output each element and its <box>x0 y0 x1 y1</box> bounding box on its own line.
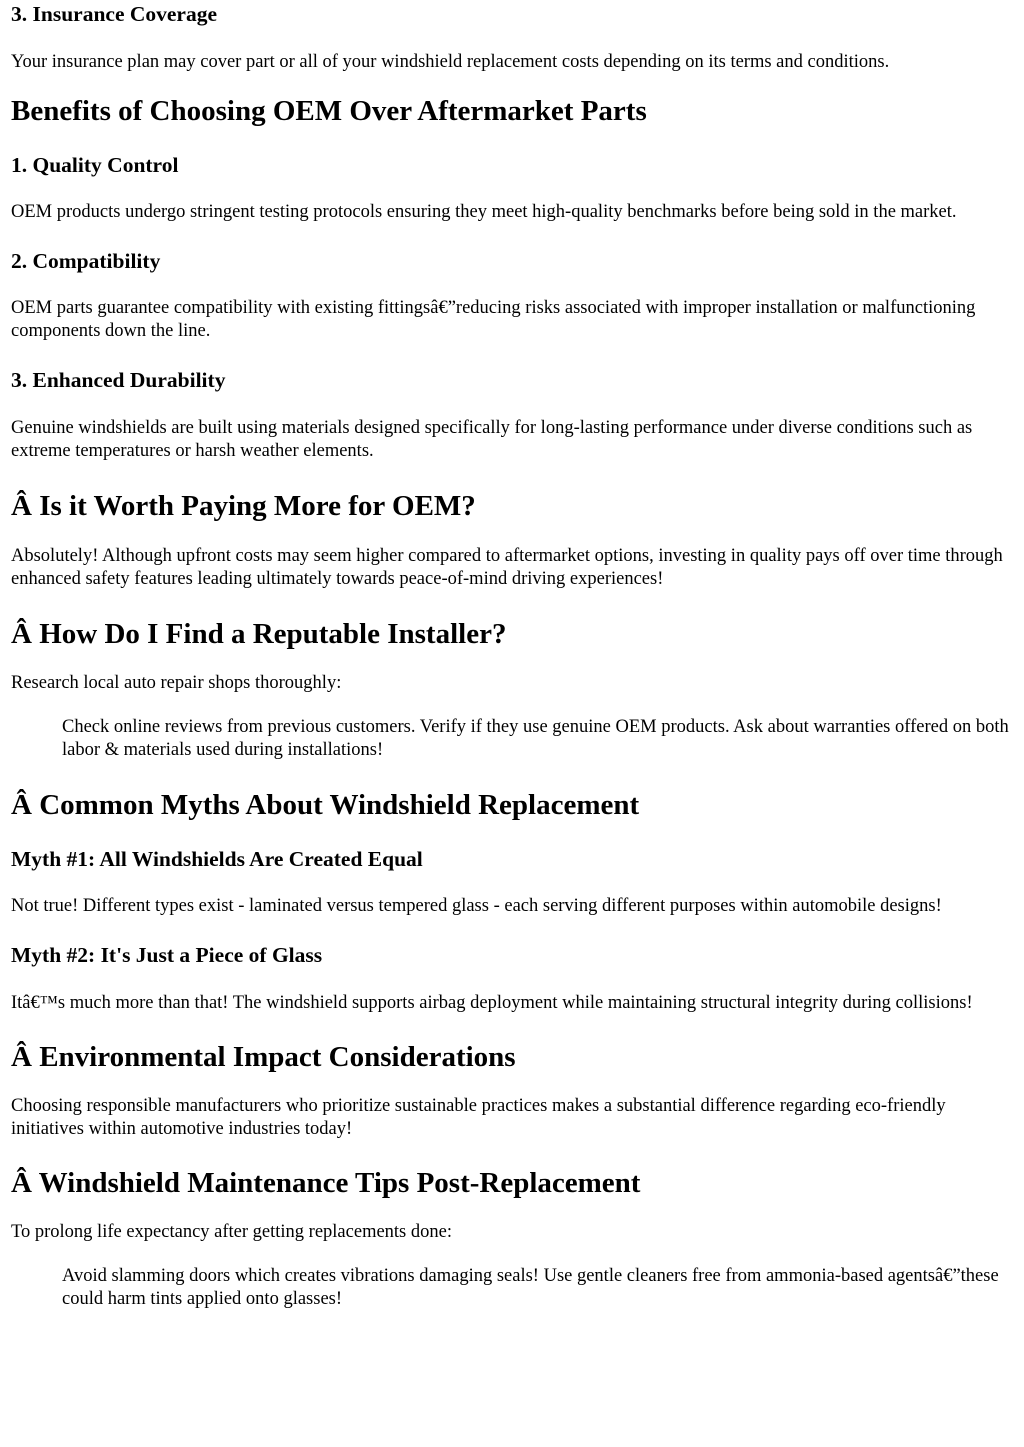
insurance-heading: 3. Insurance Coverage <box>11 2 218 26</box>
maintenance-paragraph: To prolong life expectancy after getting replacements done: <box>11 1222 452 1242</box>
insurance-paragraph: Your insurance plan may cover part or all of your windshield replacement costs depending on its terms and conditions. <box>11 52 890 72</box>
maintenance-tips-quote: Avoid slamming doors which creates vibrations damaging seals! Use gentle cleaners free from ammonia-based agentsâ€”these could harm tints applied onto glasses! <box>62 1266 999 1309</box>
durability-heading: 3. Enhanced Durability <box>11 368 226 392</box>
myths-heading: Â Common Myths About Windshield Replacement <box>11 789 640 821</box>
myth-1-paragraph: Not true! Different types exist - laminated versus tempered glass - each serving different purposes within automobile designs! <box>11 896 942 916</box>
environment-heading: Â Environmental Impact Considerations <box>11 1041 516 1073</box>
environment-paragraph: Choosing responsible manufacturers who prioritize sustainable practices makes a substantial difference regarding eco-friendly initiatives within automotive industries today! <box>11 1096 946 1139</box>
installer-heading: Â How Do I Find a Reputable Installer? <box>11 618 507 650</box>
myth-1-heading: Myth #1: All Windshields Are Created Equal <box>11 847 423 871</box>
benefits-heading: Benefits of Choosing OEM Over Aftermarket Parts <box>11 95 647 127</box>
myth-2-heading: Myth #2: It's Just a Piece of Glass <box>11 943 323 967</box>
durability-paragraph: Genuine windshields are built using materials designed specifically for long-lasting performance under diverse conditions such as extreme temperatures or harsh weather elements. <box>11 418 973 461</box>
myth-2-paragraph: Itâ€™s much more than that! The windshield supports airbag deployment while maintaining structural integrity during collisions! <box>11 993 973 1013</box>
compatibility-paragraph: OEM parts guarantee compatibility with existing fittingsâ€”reducing risks associated with improper installation or malfunctioning components down the line. <box>11 298 976 341</box>
installer-paragraph: Research local auto repair shops thoroughly: <box>11 673 342 693</box>
article-body <box>0 1 1024 1311</box>
quality-control-heading: 1. Quality Control <box>11 153 179 177</box>
worth-paragraph: Absolutely! Although upfront costs may seem higher compared to aftermarket options, investing in quality pays off over time through enhanced safety features leading ultimately towards peace-of-mind driving experiences! <box>11 546 1003 589</box>
installer-tips-quote: Check online reviews from previous customers. Verify if they use genuine OEM products. Ask about warranties offered on both labor & materials used during installations! <box>62 717 1009 760</box>
quality-control-paragraph: OEM products undergo stringent testing protocols ensuring they meet high-quality benchmarks before being sold in the market. <box>11 202 957 222</box>
worth-heading: Â Is it Worth Paying More for OEM? <box>11 490 476 522</box>
compatibility-heading: 2. Compatibility <box>11 249 161 273</box>
maintenance-heading: Â Windshield Maintenance Tips Post-Replacement <box>11 1167 641 1199</box>
